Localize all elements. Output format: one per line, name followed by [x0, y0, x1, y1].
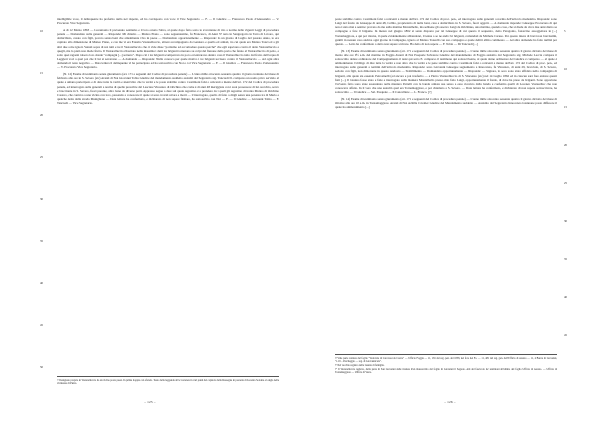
- line-number: 45: [40, 323, 43, 327]
- footnote: ⁴⁰ Il Vastarelluccio registro, della parte di San Giovanni delle tirature d'un manoscritto dal foglio di Giovanni il Segreto. Atti del fascicolo de' testimoni all'ultimo del foglio Ufficio di Arezzo. — Ufficio di Tornamaggiore — Ufficio di Vasto.: [335, 367, 557, 375]
- line-number: 15: [40, 71, 43, 75]
- footnote: ³⁷ Designato proprio in Vastarelluccio da un vicino posto paesi. In prima doppia con sfondo. Testo della leggenda all'occorrenza in vari punti del capitolo della Rassegna in posteria di Lucenta Soloma e Luigia nelle vicinanze di Pietra.: [57, 378, 279, 385]
- footnote: ³⁹ Nel vecchio registro della Giunta di famiglia.: [335, 363, 385, 367]
- right-footnotes: [335, 354, 557, 375]
- footnote: ³⁸ Vide parte ventura del foglio "Vedovale di Carovascola Castro" — Ufficio Foggia — 11, 181 del reg. pen. del 1858, nel foro dei Fo. — 11, 481 del reg. gen. dell'Ufficio di Arezzo — 11, 4 Banca di Giovanni, "1.19 – Parcheggio — reg. di Giovannicala".: [335, 356, 557, 363]
- page-number: – 126 –: [444, 400, 456, 404]
- line-number: 10: [564, 67, 567, 71]
- right-page: [300, 0, 600, 424]
- paragraph: poste stabilite contro i testimoni falsi o reticenti a mente dell'art. 172 del Codice di proc. pen., ed interrogato sulle generali a norma dell'articolo medesimo. Risponde: sono Luigi del fondo da Giuseppe di anni 48, Cellito, proprietario di nulla beni, casa e domiciliato in S. Severo, fuori oggetti. — A domanda risponde: Giuseppe Procucano di qui non è stato mai a sentire: provato da me sulla mattina Montalbello, ma sebbene gli osservo Luigi da Orichinus, una mattina, quando cosa, che si diede da circa due anni dietro se compagno a fare il brigante. In mezzo nel giugno 1862 si sento disporre per tal Giuseppe di cui questo il sequestro, detto Patagonio, fonarcino assoggettare in [...] Tornamaggiore, e qui poi ritorna, il quale evidentemente abbandonò, il tenne a se ne andò ivi briganti, comandati da Michele Caruso. Per questo intera di brevi non brevissimi, gentili in nessun caso andava ogni giorno in Campagna, ignoto al Matteo Tozzelli con suo compagno e quale delitti abbia commesso — Ad altre domande ha fatto nullità per questo. — Letto ha confermato a detto non sapere scrivere. Ha detto di non sapere — F. Tobia — Di Tancredi [...]: [335, 17, 557, 46]
- paragraph: (N. 13) Esame di testimonio senza giuramento (art. 171 e seguenti del Codice di procedura penale) — L'anno mille ottocento sessanta quattro il giorno diciotto del mese di marzo alle ore 9½ a.m. del mattino in Foggia Avanti di Noi Pasquale Salvatore Giudice del mandamento di Foggia assistito dal Segretario sig. Michele Leccia compare il sottoscritto delere ordinatore del Campagnamento il testè qui sotto E. comparso il testimone qui sottoscrivente, al quale darne ordinatore del Giudice è comparso — al quale è ammonimento l'obbligo di dire tutta la verità e non altro che la verità e le pene stabilite contro i testimoni falsi o reticenti a mente dell'art. 172 del Codice di proc. pen., ed interrogato sulle generali a termini dell'articolo medesimo. Risponde: sono Giovanni Giuseppe segnamento a Innocenzo, fu Vincenzo, di anni 29, bracciale, di S. Severo, sedotto con figli, non dimorante in questo Andosio — Stabilimento — Domandato opportunamente — Risponde: — Signore, lo seco sono stato affidato nella compagnia di briganti, alla quale sta essendo Petrosinelli (ed ancora e poi trasferito — a Pietro Vastarelluccio di S. Vincenzo (sic) nel 14 Luglio 1862 ed in ciascun sarà fare entrare questi fatti [...]. Il Gianno fosse stato e fatte e interrogato sulla maniera Montalbello presso mio fatto Luigi, opportunamente il fondo, di dove ha preso da briganti. Sono opportuno l'avvento fatto sono state assassinato nella maniera Petrelli con la banda armata sua senso a esso ricevuto dalla banda e conferma quelli di Lorenzo Vastarelluc che non conosceva affatto. In il vero che una autorità qual era Tornamaggiore, e poi chiamato a S. Severo. — Data lettura ha confermato, e dichiarato di non sapere sottoscrivere, ha sottoscritto — Il Giudice — Sal. Pasquale — Il Cancelliere — L. Franco. [?]: [335, 48, 557, 95]
- line-number: 40: [564, 295, 567, 299]
- page-number: – 125 –: [144, 400, 156, 404]
- paragraph: (N. 14) Esame di testimonio senza giuramento (art. 171 e seguenti del Codice di procedura penale) — L'anno mille ottocento sessanta quattro il giorno diciotto del mese di Ottobre alle ore 10 a.m. in Tornamaggiore. Avanti di Noi Achille Cavalier Giudice del Mandamento suddetto — Assistito dal Segretario Innocenzo Giannone posto diffusore il quale ha ammonimento [...]: [335, 97, 557, 110]
- line-number: 45: [564, 333, 567, 337]
- right-text-column: [335, 17, 557, 351]
- line-number: 50: [40, 365, 43, 369]
- line-number: 30: [40, 197, 43, 201]
- line-number: 20: [564, 143, 567, 147]
- left-footnotes: [57, 376, 279, 386]
- paragraph: A dì 12 Marzo 1863 — Lucantonio il prevenuto sentiamo e il loro ornato l'altra, al quale dopo fatto sotto le avvertenze di rito a norma delle vigenti Leggi di procedura penale — Domandato sulle generali — Risponde: Mi chiamo — Matteo Piano — sono seguentesimo, fu Francesco, di Anni 37 nato in Sangregorio in Terra di Lavoro, qui domiciliato, casato con figli, povero senza beni che attualmente vivo in paese — Domandato opportunamente — Risponde: Io un giorno di Luglio del passato Anno, io era capitato alla dimensione di Matteo Piano, e con me vi era Erasmo Vastarelluccio, altresì accompagnato da Gennaro e quello ed armati, tra cui quale era Matteo Tozzi ed a gli altri due a me ignoti. Venuti sopra di noi tutti e tre il Vastarelluccio che ci vide disse "portiamo ad accomodare questa perché" che egli sapevano contro il detto Vastarelluccio e quegli, ma la pietà non diede frutto. Il Vastarelluccio rilasciato nella massima i detti tre briganti tornarono su colpi del fienone della porta che fanno al Vastarelluccio di petto, e sotto quei ragazzi tolsero loro donde "compagni [...] sotterre". Dopo ciò i tre briganti scomparvero in poco ed entrarono dentro casa il Vastarelluccio tutto dal fratro dell'acqua di Leggieri voci a quel poi che il lui si serravano — A domanda — Risponde: Nulla conosco per quale motivo i tre briganti uccisero contro il Vastarelluccio — Ad ogni altra domanda il testo negativo — Data lettura il delinquente vi ha partecipato ed ha sottoscritto con Noi e col Vice Segretario — F. — Il Giudice — Francesco Paolo d'Alessandro — V. Procurato Vice Segretario.: [57, 27, 279, 70]
- line-number: 5: [564, 29, 566, 33]
- line-number: 35: [40, 239, 43, 243]
- line-number: 15: [564, 105, 567, 109]
- paragraph: intelligibile voce, il delinquente ha proferito nulla nel rispetto, ed ha corrisposto con voce il Vice Segretario — F. — Il Giudice — Francesco Paolo d'Alessandro — V. Procurato Vice Segretario.: [57, 17, 279, 26]
- left-text-column: [57, 17, 279, 395]
- line-number: 40: [40, 281, 43, 285]
- line-number: 25: [40, 155, 43, 159]
- line-number: 25: [564, 181, 567, 185]
- paragraph: (N. 12) Esame di testimonio senza giuramento (art. 171 e seguenti del Codice di procedura penale) — L'anno mille ottocento sessanta quattro il giorno trentuno del mese di febbraio alle ore in S. Severo (sic) Avanti di Noi Giovanni Tobia Giudice del mandamento suddetto assistiti dal Segretario sig. Tancredi D. comparso un uomo privo servizio al quale a umana partecipato e di dare tutta la verità e nient'altro che la verità e le poste stabilite contro i testimoni falsi o reticenti a mente dell'art. 172 del Codice di procedura penale, ed interrogato sulle generali a norma di quelle prescritte dal Lasciare Vincenzo di Orichino che come è di anni 48 meriggiate con i suoi possessore di lui orecchio, servo e bracciante in S. Severo, fuori parente, altro bene da diverse parti. Appresso segue a dare sul quale Agostino è a prendere da i quali gli Agostino di trenta Matteo di Orichino Castoro, che contava a una vicina con loro, passando a conoscere il quale si sono trovati un'ora e morti — L'interrogato, quello di fatto a dirgli senza una potenza tra di Mario e qualche detta dalla strada Maniglione — Data lettura ha confermato, e dichiarato di non sapere firmare, ha sottoscritto con Noi — F. — Il Giudice — Giovanni Tobia — F. Tancredi — Vice Segretario.: [57, 72, 279, 106]
- line-number: 20: [40, 113, 43, 117]
- line-number: 30: [564, 219, 567, 223]
- line-number: 10: [40, 29, 43, 33]
- line-number: 35: [564, 257, 567, 261]
